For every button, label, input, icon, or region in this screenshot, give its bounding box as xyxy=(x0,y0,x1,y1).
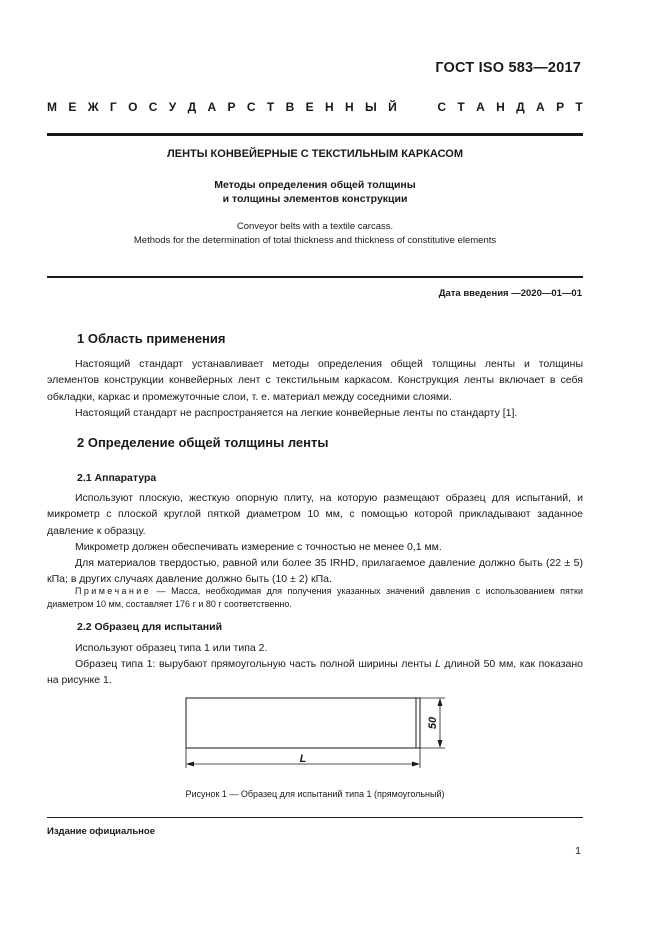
banner-letter: Р xyxy=(227,100,236,114)
section-2-heading: 2 Определение общей толщины ленты xyxy=(77,435,329,450)
banner-letter: Е xyxy=(305,100,314,114)
banner-letter: Р xyxy=(556,100,565,114)
height-dimension-label: 50 xyxy=(427,716,439,730)
banner-letter: Н xyxy=(344,100,354,114)
section-2-1-paragraph-1: Используют плоскую, жесткую опорную плиту, на которую размещают образец для испытаний, и микрометр с плоской круглой пяткой диаметром 10 мм, с помощью которой прикладывают заданное давление к образцу. xyxy=(47,492,583,537)
section-1-heading: 1 Область применения xyxy=(77,331,226,346)
banner-letter: Ж xyxy=(87,100,99,114)
footer-rule xyxy=(47,817,583,818)
banner-letter: У xyxy=(168,100,177,114)
section-2-2-paragraph-1: Используют образец типа 1 или типа 2. xyxy=(75,642,268,654)
banner-letter: А xyxy=(476,100,485,114)
specimen-outline xyxy=(186,698,420,748)
banner-letter: Н xyxy=(496,100,505,114)
subtitle-line-2: и толщины элементов конструкции xyxy=(222,193,408,205)
specimen-edge xyxy=(416,698,420,748)
figure-1-caption: Рисунок 1 — Образец для испытаний типа 1 (прямоугольный) xyxy=(185,789,445,799)
introduction-date: Дата введения —2020—01—01 xyxy=(438,288,582,299)
banner-letter: С xyxy=(437,100,447,114)
belt-width-symbol: L xyxy=(434,658,441,670)
section-2-2-paragraph-2: Образец типа 1: вырубают прямоугольную часть полной ширины ленты L длиной 50 мм, как показано на рисунке 1. xyxy=(47,658,583,687)
section-1-paragraph-2: Настоящий стандарт не распространяется на легкие конвейерные ленты по стандарту [1]. xyxy=(75,407,518,419)
banner-letter: Е xyxy=(68,100,77,114)
banner-letter: Д xyxy=(516,100,525,114)
height-arrow-top xyxy=(438,698,443,706)
note-label: Примечание xyxy=(75,586,152,596)
english-title-line-2: Methods for the determination of total thickness and thickness of constitutive elements xyxy=(133,234,497,246)
banner-letter: Г xyxy=(109,100,117,114)
banner-letter: Д xyxy=(187,100,197,114)
official-edition-label: Издание официальное xyxy=(47,826,155,837)
banner-letter: Н xyxy=(324,100,334,114)
banner-letter: А xyxy=(536,100,545,114)
banner-letter: Ы xyxy=(364,100,377,114)
page-number: 1 xyxy=(575,845,581,857)
length-arrow-left xyxy=(186,762,194,767)
section-2-1-paragraph-3: Для материалов твердостью, равной или более 35 IRHD, прилагаемое давление должно быть (22 ± 5) кПа; в других случаях давление должно быть (10 ± 2) кПа. xyxy=(47,557,583,586)
section-2-1-heading: 2.1 Аппаратура xyxy=(77,472,157,484)
document-title: ЛЕНТЫ КОНВЕЙЕРНЫЕ С ТЕКСТИЛЬНЫМ КАРКАСОМ xyxy=(167,148,463,160)
banner-letter: В xyxy=(285,100,295,114)
height-arrow-bottom xyxy=(438,740,443,748)
banner-letter: Т xyxy=(457,100,465,114)
banner-letter: Т xyxy=(575,100,583,114)
english-title-line-1: Conveyor belts with a textile carcass. xyxy=(236,221,394,232)
banner-letter: А xyxy=(207,100,217,114)
length-arrow-right xyxy=(412,762,420,767)
banner-letter: О xyxy=(128,100,138,114)
section-2-1-paragraph-2: Микрометр должен обеспечивать измерение с точностью не менее 0,1 мм. xyxy=(75,541,442,553)
length-dimension-label: L xyxy=(299,753,307,765)
subtitle-line-1: Методы определения общей толщины xyxy=(214,179,416,191)
banner-letter: Й xyxy=(388,100,397,114)
banner-letter: М xyxy=(47,100,57,114)
section-2-2-heading: 2.2 Образец для испытаний xyxy=(77,621,223,633)
banner-letter: Т xyxy=(266,100,275,114)
banner-letter: С xyxy=(148,100,158,114)
note-text: — Масса, необходимая для получения указанных значений давления с использованием пятки диаметром 10 мм, составляет 176 г и 80 г соответственно. xyxy=(47,586,583,609)
section-1-paragraph-1: Настоящий стандарт устанавливает методы определения общей толщины ленты и толщины элементов конструкции конвейерных лент с текстильным каркасом. Конструкция ленты включает в себя обкладки, каркас и промежуточные слои, т. е. материал между соседними слоями. xyxy=(47,358,583,403)
document-code: ГОСТ ISO 583—2017 xyxy=(435,60,581,76)
banner-letter: С xyxy=(246,100,256,114)
